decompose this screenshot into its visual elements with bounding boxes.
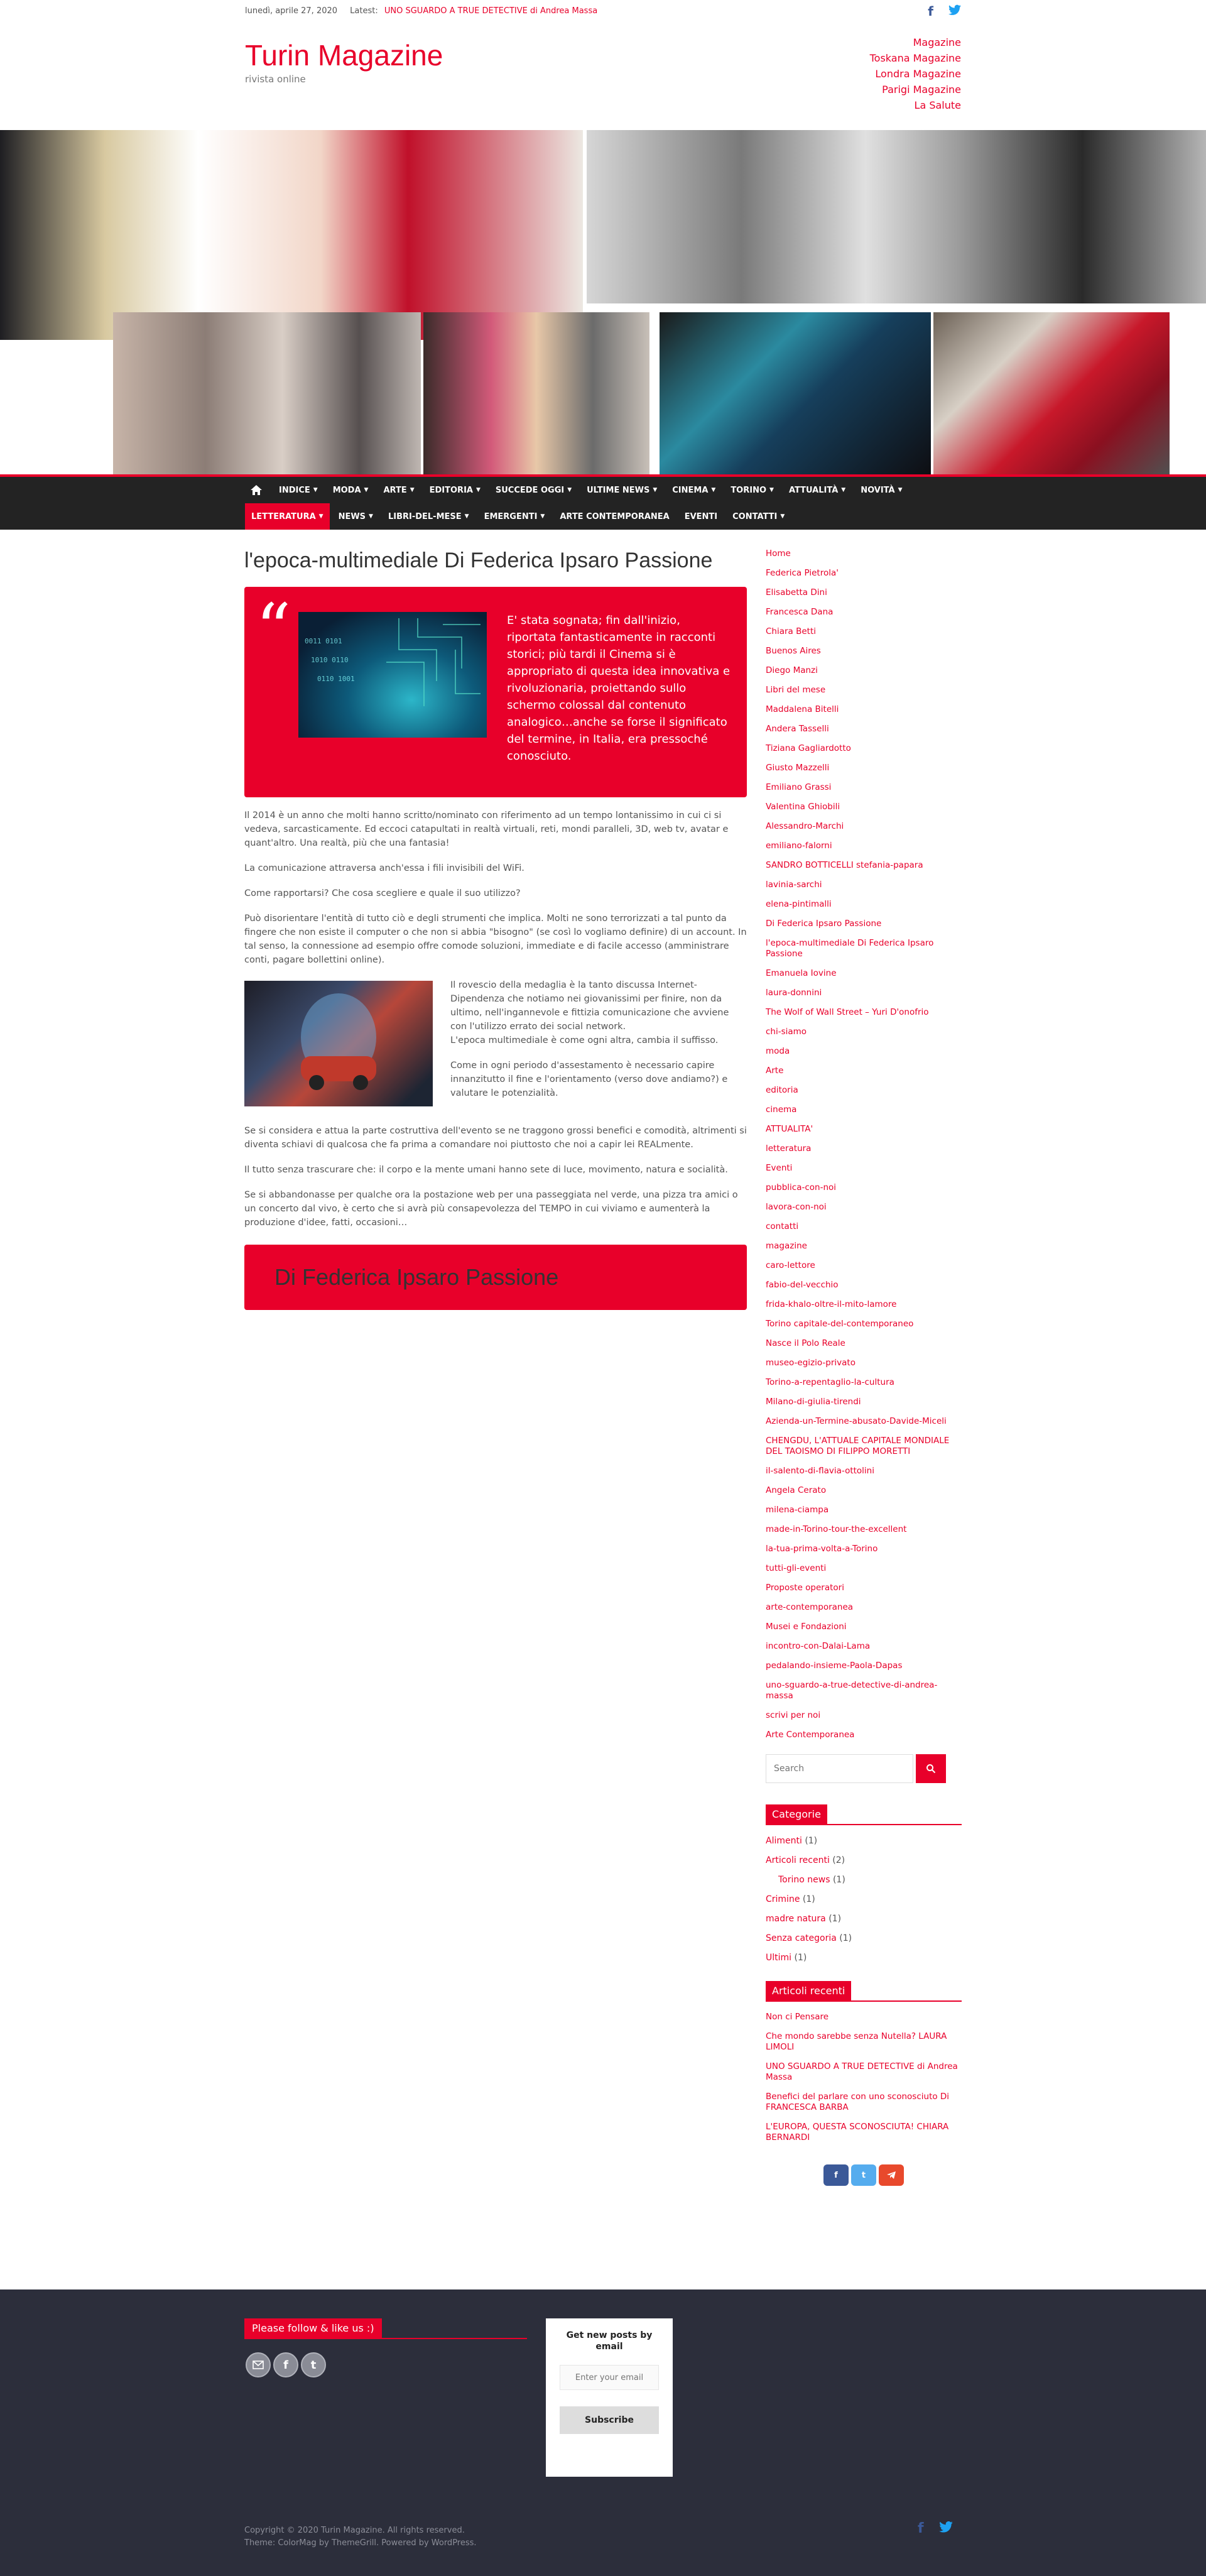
sidebar-link[interactable]: editoria <box>766 1085 798 1095</box>
chevron-down-icon: ▼ <box>653 487 658 493</box>
chevron-down-icon: ▼ <box>841 487 846 493</box>
site-header <box>0 22 1206 130</box>
sidebar-link-item <box>766 1085 962 1096</box>
sidebar-link-item <box>766 1163 962 1174</box>
facebook-icon[interactable]: f <box>823 2164 849 2186</box>
sidebar-link[interactable]: chi-siamo <box>766 1027 807 1037</box>
header-menu-item[interactable]: Parigi Magazine <box>882 84 961 96</box>
article-paragraph: Come in ogni periodo d'assestamento è necessario capire innanzitutto il fine e l'orientamento (verso dove andiamo?) e valutare le potenzialità. <box>450 1061 728 1098</box>
categories-list <box>766 1835 962 1963</box>
svg-text:0110 1001: 0110 1001 <box>317 675 355 683</box>
article-paragraph: Se si abbandonasse per qualche ora la postazione web per una passeggiata nel verde, una pizza tra amici o un concerto dal vivo, è certo che si avrà più consapevolezza del TEMPO in cui viviamo e aumenterà la produzione d'idee, fatti, occasioni… <box>244 1190 738 1228</box>
search-button[interactable] <box>916 1754 946 1783</box>
sidebar-link[interactable]: Andera Tasselli <box>766 724 829 734</box>
sidebar-link[interactable]: arte-contemporanea <box>766 1602 854 1612</box>
nav-item-indice[interactable]: INDICE ▼ <box>279 485 318 495</box>
nav-row-1 <box>245 477 961 503</box>
sidebar-link[interactable]: Di Federica Ipsaro Passione <box>766 919 882 929</box>
sidebar-link-item <box>766 646 962 657</box>
sidebar-link-item <box>766 1485 962 1496</box>
article-image-car <box>244 981 433 1106</box>
header-menu-item[interactable]: Londra Magazine <box>875 68 961 80</box>
search-form <box>766 1754 962 1783</box>
follow-icons <box>246 2352 326 2377</box>
sidebar-link[interactable]: Giusto Mazzelli <box>766 763 830 773</box>
sidebar-link-item <box>766 1066 962 1076</box>
sidebar-link[interactable]: emiliano-falorni <box>766 841 832 851</box>
sidebar-link[interactable]: Federica Pietrola' <box>766 568 839 578</box>
recent-post-item <box>766 2012 962 2022</box>
nav-item-news[interactable]: NEWS ▼ <box>338 511 373 521</box>
article-title: l'epoca-multimediale Di Federica Ipsaro Passione <box>244 548 713 572</box>
chevron-down-icon: ▼ <box>464 513 469 520</box>
sidebar-link-item <box>766 568 962 579</box>
chevron-down-icon: ▼ <box>898 487 903 493</box>
category-count: (1) <box>832 1875 845 1885</box>
sidebar-link[interactable]: museo-egizio-privato <box>766 1358 856 1368</box>
sidebar-link-item <box>766 1602 962 1613</box>
recent-post-link[interactable]: L'EUROPA, QUESTA SCONOSCIUTA! CHIARA BERNARDI <box>766 2122 949 2142</box>
recent-widget-header <box>766 1981 962 2002</box>
sidebar-link-item <box>766 988 962 998</box>
sidebar-link-item <box>766 938 962 959</box>
facebook-icon[interactable]: f <box>273 2352 298 2377</box>
sidebar-link-item <box>766 1241 962 1252</box>
banner-tile <box>0 130 583 340</box>
header-banner-image <box>0 130 1206 474</box>
author-box <box>244 1245 747 1310</box>
sidebar-link[interactable]: Elisabetta Dini <box>766 587 827 598</box>
quote-text: E' stata sognata; fin dall'inizio, riportata fantasticamente in racconti storici; più tardi il Cinema si è appropriato di questa idea innovativa e rivoluzionaria, proiettando sullo schermo colossal dal contenuto analogico…anche se forse il significato del termine, in Italia, era pressoché conosciuto. <box>507 614 731 763</box>
sidebar-link[interactable]: Angela Cerato <box>766 1485 827 1495</box>
article-paragraph: Il tutto senza trascurare che: il corpo e la mente umani hanno sete di luce, movimento, natura e socialità. <box>244 1165 728 1175</box>
sidebar-link-item <box>766 1260 962 1271</box>
search-input[interactable] <box>766 1754 913 1783</box>
sidebar-link-item <box>766 548 962 559</box>
sidebar-link-item <box>766 1661 962 1671</box>
sidebar-link-item <box>766 704 962 715</box>
sidebar-link-item <box>766 1338 962 1349</box>
sidebar-link-item <box>766 1299 962 1310</box>
recent-post-item <box>766 2061 962 2083</box>
nav-item-libri-del-mese[interactable]: LIBRI-DEL-MESE ▼ <box>388 511 469 521</box>
category-item <box>766 1913 962 1924</box>
sidebar-link-item <box>766 1680 962 1701</box>
recent-post-item <box>766 2122 962 2143</box>
category-link[interactable]: Crimine <box>766 1894 800 1904</box>
sidebar-link-item <box>766 1182 962 1193</box>
sidebar-link-item <box>766 1319 962 1329</box>
nav-item-arte-contemporanea[interactable]: ARTE CONTEMPORANEA <box>560 511 670 521</box>
site-footer <box>0 2289 1206 2576</box>
twitter-icon[interactable] <box>939 2521 953 2536</box>
category-count: (1) <box>828 1914 842 1924</box>
article-paragraph: Come rapportarsi? Che cosa scegliere e quale il suo utilizzo? <box>244 888 521 898</box>
article <box>244 548 747 1310</box>
sidebar-link-item <box>766 1143 962 1154</box>
sidebar-link[interactable]: Torino-a-repentaglio-la-cultura <box>766 1377 894 1387</box>
sidebar-link[interactable]: lavora-con-noi <box>766 1202 827 1212</box>
header-menu <box>870 35 961 113</box>
sidebar-link[interactable]: letteratura <box>766 1143 812 1154</box>
sidebar-link-item <box>766 1358 962 1368</box>
nav-item-torino[interactable]: TORINO ▼ <box>731 485 774 495</box>
footer-social <box>918 2521 953 2536</box>
chevron-down-icon: ▼ <box>540 513 545 520</box>
subscribe-widget <box>546 2318 673 2477</box>
sidebar-link[interactable]: incontro-con-Dalai-Lama <box>766 1641 871 1651</box>
sidebar-link-item <box>766 1027 962 1037</box>
article-paragraph: Può disorientare l'entità di tutto ciò e degli strumenti che implica. Molti ne sono terrorizzati a tal punto da fingere che non esiste il computer o che non si abbia "bisogno" (se così lo vogliamo definire) di un account. In tal senso, la connessione ad esempio offre comode soluzioni, immediate e di facile accesso (amministrare conti, pagare bollettini online). <box>244 914 747 965</box>
sidebar-link[interactable]: made-in-Torino-tour-the-excellent <box>766 1524 907 1534</box>
sidebar-link-item <box>766 724 962 734</box>
site-title[interactable]: Turin Magazine <box>245 39 443 72</box>
site-description: rivista online <box>245 74 306 85</box>
nav-item-arte[interactable]: ARTE ▼ <box>383 485 415 495</box>
sidebar-link[interactable]: Tiziana Gagliardotto <box>766 743 851 753</box>
sidebar-link-item <box>766 821 962 832</box>
sidebar-link[interactable]: Francesca Dana <box>766 607 834 617</box>
category-item <box>766 1952 962 1963</box>
category-count: (2) <box>832 1855 845 1865</box>
email-field[interactable] <box>560 2365 659 2390</box>
sidebar-link-item <box>766 685 962 696</box>
category-link[interactable]: Senza categoria <box>766 1933 837 1943</box>
sidebar-link-item <box>766 919 962 929</box>
copyright <box>244 2524 477 2550</box>
article-paragraph: Il 2014 è un anno che molti hanno scritto/nominato con riferimento ad un tempo lontanissimo in cui ci si vedeva, sarcasticamente. Ed eccoci catapultati in realtà virtuali, reti, mondi paralleli, 3D, web tv, avatar e quant'altro. Una realtà, più che una fantasia! <box>244 810 729 848</box>
sidebar-link-item <box>766 587 962 598</box>
sidebar-link-item <box>766 665 962 676</box>
sidebar-link[interactable]: moda <box>766 1046 790 1056</box>
recent-post-link[interactable]: Che mondo sarebbe senza Nutella? LAURA LIMOLI <box>766 2031 947 2052</box>
sidebar-link[interactable]: Arte <box>766 1066 784 1076</box>
current-date: lunedì, aprile 27, 2020 <box>245 6 338 16</box>
sidebar-link-item <box>766 1622 962 1632</box>
latest-link[interactable]: UNO SGUARDO A TRUE DETECTIVE di Andrea Massa <box>384 6 598 16</box>
sidebar-link-item <box>766 1105 962 1115</box>
sidebar-link-item <box>766 743 962 754</box>
chevron-down-icon: ▼ <box>364 487 369 493</box>
sidebar-link-item <box>766 968 962 979</box>
sidebar-link[interactable]: Valentina Ghiobili <box>766 802 840 812</box>
sidebar-link-item <box>766 1046 962 1057</box>
article-paragraph: La comunicazione attraversa anch'essa i fili invisibili del WiFi. <box>244 863 524 873</box>
chevron-down-icon: ▼ <box>475 487 481 493</box>
sidebar-link[interactable]: Maddalena Bitelli <box>766 704 839 714</box>
sidebar-link-item <box>766 763 962 773</box>
sidebar-link[interactable]: scrivi per noi <box>766 1710 821 1720</box>
sidebar-link-item <box>766 1583 962 1593</box>
sidebar-link[interactable]: Musei e Fondazioni <box>766 1622 847 1632</box>
category-count: (1) <box>802 1894 815 1904</box>
sidebar-link[interactable]: Libri del mese <box>766 685 826 695</box>
main-navigation <box>0 474 1206 530</box>
home-icon[interactable] <box>245 477 270 503</box>
sidebar-link[interactable]: il-salento-di-flavia-ottolini <box>766 1466 874 1476</box>
quote-icon: “ <box>256 589 291 669</box>
banner-tile <box>113 312 421 474</box>
sidebar-link[interactable]: Azienda-un-Termine-abusato-Davide-Miceli <box>766 1416 947 1426</box>
circuit-image <box>298 612 487 738</box>
sidebar-link[interactable]: caro-lettore <box>766 1260 815 1270</box>
banner-tile <box>423 312 649 474</box>
facebook-icon[interactable]: f <box>928 3 933 19</box>
categories-title: Categorie <box>766 1804 827 1824</box>
sidebar-link[interactable]: CHENGDU, L'ATTUALE CAPITALE MONDIALE DEL TAOISMO DI FILIPPO MORETTI <box>766 1436 950 1456</box>
sidebar-link-item <box>766 860 962 871</box>
search-icon <box>926 1764 936 1774</box>
sidebar-link[interactable]: SANDRO BOTTICELLI stefania-papara <box>766 860 923 870</box>
sidebar-link[interactable]: Emanuela Iovine <box>766 968 837 978</box>
sidebar-link-item <box>766 880 962 890</box>
subscribe-title: Get new posts by email <box>566 2330 653 2352</box>
nav-item-attualita[interactable]: ATTUALITÀ ▼ <box>788 485 846 495</box>
article-paragraph: Se si considera e attua la parte costruttiva dell'evento se ne traggono grossi benefici e comodità, altrimenti si diventa schiavi di qualcosa che fa prima a comandare noi piuttosto che noi a capir lei REALmente. <box>244 1126 747 1150</box>
copyright-text: Copyright © 2020 Turin Magazine. All rights reserved. <box>244 2526 465 2535</box>
facebook-icon[interactable]: f <box>918 2521 924 2536</box>
chevron-down-icon: ▼ <box>780 513 785 520</box>
sidebar-link[interactable]: pedalando-insieme-Paola-Dapas <box>766 1661 903 1671</box>
sidebar-link[interactable]: magazine <box>766 1241 807 1251</box>
nav-item-contatti[interactable]: CONTATTI ▼ <box>732 511 785 521</box>
sidebar-link-item <box>766 1221 962 1232</box>
subscribe-button[interactable]: Subscribe <box>560 2406 659 2434</box>
chevron-down-icon: ▼ <box>711 487 716 493</box>
sidebar-link[interactable]: lavinia-sarchi <box>766 880 822 890</box>
banner-tile <box>660 312 931 474</box>
article-image-block <box>244 978 747 1113</box>
sidebar-link-item <box>766 1397 962 1407</box>
recent-post-item <box>766 2031 962 2053</box>
banner-tile <box>587 130 1206 303</box>
sidebar-link[interactable]: tutti-gli-eventi <box>766 1563 827 1573</box>
sidebar-link[interactable]: elena-pintimalli <box>766 899 832 909</box>
sidebar-link-item <box>766 1710 962 1721</box>
sidebar-link[interactable]: milena-ciampa <box>766 1505 829 1515</box>
sidebar-link-item <box>766 1007 962 1018</box>
follow-title: Please follow & like us :) <box>244 2318 382 2338</box>
sidebar-link-item <box>766 1505 962 1515</box>
recent-post-link[interactable]: Non ci Pensare <box>766 2012 829 2022</box>
date-latest <box>245 6 597 16</box>
sidebar-link[interactable]: Eventi <box>766 1163 793 1173</box>
sidebar-link-item <box>766 1641 962 1652</box>
sidebar-link[interactable]: uno-sguardo-a-true-detective-di-andrea-massa <box>766 1680 938 1701</box>
top-social <box>928 4 961 19</box>
sidebar-link-item <box>766 626 962 637</box>
twitter-icon[interactable] <box>948 4 961 19</box>
category-count: (1) <box>805 1836 818 1846</box>
article-paragraph: Il rovescio della medaglia è la tanto discussa Internet-Dipendenza che notiamo nei giovanissimi per finire, non da ultimo, nell'ingannevole e fittizia comunicazione che avviene con l'utilizzo errato dei social network. L'epoca multimediale è come ogni altra, cambia il suffisso. <box>450 980 729 1045</box>
sidebar-link[interactable]: Arte Contemporanea <box>766 1730 855 1740</box>
sidebar-link-item <box>766 1416 962 1427</box>
follow-widget-header <box>244 2318 527 2339</box>
sidebar-link[interactable]: Alessandro-Marchi <box>766 821 844 831</box>
sidebar-link-item <box>766 1730 962 1740</box>
recent-posts-list <box>766 2012 962 2143</box>
nav-item-novita[interactable]: NOVITÀ ▼ <box>861 485 903 495</box>
nav-item-ultime-news[interactable]: ULTIME NEWS ▼ <box>587 485 658 495</box>
sidebar-link[interactable]: Home <box>766 548 791 559</box>
svg-text:0011 0101: 0011 0101 <box>305 637 342 645</box>
recent-post-link[interactable]: UNO SGUARDO A TRUE DETECTIVE di Andrea Massa <box>766 2061 958 2082</box>
category-item <box>766 1894 962 1905</box>
sidebar-link[interactable]: contatti <box>766 1221 799 1231</box>
sidebar-link[interactable]: cinema <box>766 1105 797 1115</box>
chevron-down-icon: ▼ <box>567 487 572 493</box>
sidebar-link[interactable]: The Wolf of Wall Street – Yuri D'onofrio <box>766 1007 929 1017</box>
sidebar-link[interactable]: l'epoca-multimediale Di Federica Ipsaro Passione <box>766 938 934 959</box>
header-menu-item[interactable]: La Salute <box>914 99 961 111</box>
sidebar-page-links <box>766 548 962 1740</box>
category-item <box>766 1874 962 1886</box>
sidebar-link[interactable]: Torino capitale-del-contemporaneo <box>766 1319 914 1329</box>
top-bar <box>0 0 1206 22</box>
telegram-icon[interactable] <box>879 2164 904 2186</box>
sidebar-link-item <box>766 782 962 793</box>
category-link[interactable]: Ultimi <box>766 1953 792 1963</box>
category-link[interactable]: Alimenti <box>766 1836 802 1846</box>
sidebar-link-item <box>766 1436 962 1457</box>
email-icon[interactable] <box>246 2352 271 2377</box>
nav-item-cinema[interactable]: CINEMA ▼ <box>672 485 716 495</box>
sidebar-link-item <box>766 1124 962 1135</box>
nav-item-moda[interactable]: MODA ▼ <box>332 485 369 495</box>
sidebar-link-item <box>766 1563 962 1574</box>
article-quote-box <box>244 587 747 797</box>
recent-post-link[interactable]: Benefici del parlare con uno sconosciuto Di FRANCESCA BARBA <box>766 2092 950 2112</box>
sidebar-link[interactable]: fabio-del-vecchio <box>766 1280 839 1290</box>
category-item <box>766 1933 962 1944</box>
chevron-down-icon: ▼ <box>369 513 373 520</box>
nav-item-eventi[interactable]: EVENTI <box>684 511 718 521</box>
sidebar-link[interactable]: Proposte operatori <box>766 1583 844 1593</box>
sidebar-link[interactable]: Chiara Betti <box>766 626 817 636</box>
recent-post-item <box>766 2092 962 2113</box>
sidebar <box>766 548 962 2186</box>
nav-row-2 <box>245 503 961 530</box>
sidebar-link[interactable]: Emiliano Grassi <box>766 782 832 792</box>
sidebar-link-item <box>766 1466 962 1476</box>
sidebar-link-item <box>766 899 962 910</box>
sidebar-link-item <box>766 607 962 618</box>
twitter-icon[interactable]: t <box>301 2352 326 2377</box>
nav-item-succede-oggi[interactable]: SUCCEDE OGGI ▼ <box>495 485 572 495</box>
chevron-down-icon: ▼ <box>313 487 318 493</box>
nav-item-editoria[interactable]: EDITORIA ▼ <box>429 485 481 495</box>
sidebar-link[interactable]: ATTUALITA' <box>766 1124 813 1134</box>
category-link[interactable]: madre natura <box>766 1914 826 1924</box>
sidebar-link-item <box>766 1377 962 1388</box>
sidebar-link[interactable]: Buenos Aires <box>766 646 821 656</box>
twitter-icon[interactable]: t <box>851 2164 876 2186</box>
sidebar-link[interactable]: Nasce il Polo Reale <box>766 1338 845 1348</box>
category-item <box>766 1855 962 1866</box>
category-count: (1) <box>794 1953 807 1963</box>
nav-item-emergenti[interactable]: EMERGENTI ▼ <box>484 511 545 521</box>
latest-label: Latest: <box>350 6 378 16</box>
chevron-down-icon: ▼ <box>769 487 774 493</box>
chevron-down-icon: ▼ <box>410 487 415 493</box>
sidebar-link-item <box>766 802 962 812</box>
categories-widget-header <box>766 1804 962 1825</box>
sidebar-link[interactable]: Milano-di-giulia-tirendi <box>766 1397 861 1407</box>
sidebar-link-item <box>766 1524 962 1535</box>
sidebar-link-item <box>766 1280 962 1291</box>
sidebar-link[interactable]: la-tua-prima-volta-a-Torino <box>766 1544 878 1554</box>
category-link[interactable]: Articoli recenti <box>766 1855 830 1865</box>
header-menu-item[interactable]: Magazine <box>913 36 961 48</box>
category-link[interactable]: Torino news <box>778 1875 830 1885</box>
chevron-down-icon: ▼ <box>318 513 323 520</box>
author-name: Di Federica Ipsaro Passione <box>274 1264 559 1290</box>
category-item <box>766 1835 962 1847</box>
sidebar-link-item <box>766 841 962 851</box>
share-buttons <box>766 2164 962 2186</box>
theme-credit: Theme: ColorMag by ThemeGrill. Powered by WordPress. <box>244 2538 477 2548</box>
category-count: (1) <box>839 1933 852 1943</box>
sidebar-link-item <box>766 1544 962 1554</box>
banner-tile <box>933 312 1170 474</box>
recent-title: Articoli recenti <box>766 1981 851 2000</box>
sidebar-link[interactable]: Diego Manzi <box>766 665 818 675</box>
sidebar-link-item <box>766 1202 962 1213</box>
nav-item-letteratura[interactable]: LETTERATURA ▼ <box>245 503 330 530</box>
sidebar-link[interactable]: pubblica-con-noi <box>766 1182 837 1192</box>
sidebar-link[interactable]: laura-donnini <box>766 988 822 998</box>
header-menu-item[interactable]: Toskana Magazine <box>869 52 961 64</box>
svg-text:1010 0110: 1010 0110 <box>311 656 349 664</box>
sidebar-link[interactable]: frida-khalo-oltre-il-mito-lamore <box>766 1299 897 1309</box>
